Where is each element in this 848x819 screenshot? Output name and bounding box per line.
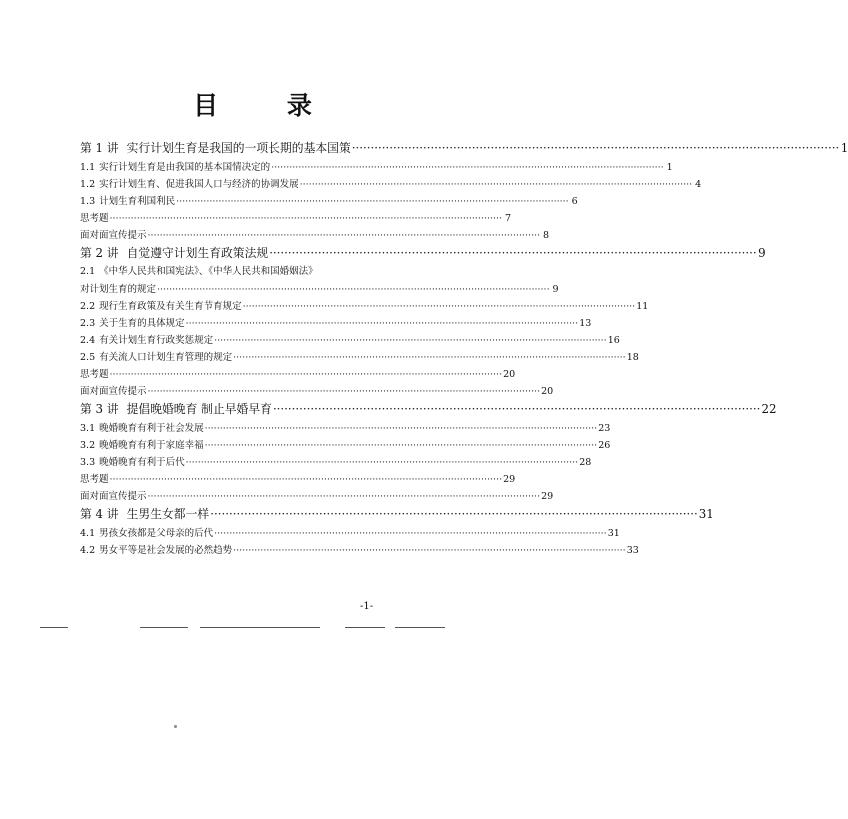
toc-title: 面对面宣传提示 bbox=[80, 229, 147, 241]
toc-entry[interactable] bbox=[80, 383, 554, 400]
toc-entry[interactable] bbox=[80, 332, 620, 349]
toc-label: 2.5 bbox=[80, 351, 96, 363]
bottom-rule bbox=[395, 627, 445, 628]
dot-leader bbox=[210, 505, 698, 524]
bottom-rule bbox=[200, 627, 320, 628]
bottom-rule bbox=[40, 627, 68, 628]
toc-entry[interactable] bbox=[80, 366, 516, 383]
dot-leader bbox=[148, 488, 541, 505]
toc-label: 2.3 bbox=[80, 317, 96, 329]
toc-title: 《中华人民共和国宪法》、《中华人民共和国婚姻法》 bbox=[99, 266, 318, 278]
bottom-rule bbox=[345, 627, 385, 628]
toc-title: 面对面宣传提示 bbox=[80, 491, 147, 503]
toc-label: 第 4 讲 bbox=[80, 507, 119, 522]
toc-entry[interactable] bbox=[80, 454, 592, 471]
dot-leader bbox=[273, 400, 761, 419]
toc-chapter[interactable] bbox=[80, 400, 777, 420]
toc-label: 4.1 bbox=[80, 527, 96, 539]
scan-speck bbox=[174, 725, 177, 728]
dot-leader bbox=[233, 542, 626, 559]
toc-entry[interactable] bbox=[80, 227, 550, 244]
toc-entry[interactable] bbox=[80, 298, 649, 315]
toc-label: 1.2 bbox=[80, 178, 96, 190]
dot-leader bbox=[271, 159, 664, 176]
toc-label: 2.2 bbox=[80, 300, 96, 312]
dot-leader bbox=[148, 383, 541, 400]
toc-title: 男孩女孩都是父母亲的后代 bbox=[99, 527, 214, 539]
toc-entry[interactable] bbox=[80, 281, 559, 298]
toc-title: 思考题 bbox=[80, 474, 109, 485]
toc-label: 3.1 bbox=[80, 422, 96, 434]
toc-page-number: 7 bbox=[505, 212, 512, 224]
dot-leader bbox=[352, 139, 840, 158]
toc-label: 1.1 bbox=[80, 161, 96, 173]
toc-page-number: 33 bbox=[626, 544, 639, 556]
toc-page-number: 20 bbox=[503, 369, 516, 381]
toc-entry[interactable] bbox=[80, 193, 578, 210]
toc-chapter[interactable] bbox=[80, 505, 714, 525]
toc-page-number: 29 bbox=[541, 491, 554, 503]
page-title: 目 录 bbox=[193, 91, 342, 120]
toc-page-number: 11 bbox=[636, 300, 649, 312]
toc-entry[interactable] bbox=[80, 349, 639, 366]
toc-label: 2.4 bbox=[80, 334, 96, 346]
dot-leader bbox=[269, 244, 757, 263]
toc-page-number: 22 bbox=[761, 402, 777, 417]
toc-page-number: 1 bbox=[666, 161, 673, 173]
dot-leader bbox=[205, 420, 598, 437]
toc-entry[interactable] bbox=[80, 542, 639, 559]
dot-leader bbox=[110, 366, 503, 383]
toc-title: 晚婚晚育有利于社会发展 bbox=[99, 422, 204, 434]
dot-leader bbox=[233, 349, 626, 366]
toc-title: 思考题 bbox=[80, 212, 109, 224]
toc-title: 生男生女都一样 bbox=[126, 507, 210, 522]
toc-label: 4.2 bbox=[80, 544, 96, 556]
dot-leader bbox=[110, 471, 503, 488]
toc-entry[interactable] bbox=[80, 315, 592, 332]
bottom-rule bbox=[140, 627, 188, 628]
dot-leader bbox=[148, 227, 541, 244]
toc-title: 面对面宣传提示 bbox=[80, 386, 147, 398]
toc-label: 第 2 讲 bbox=[80, 245, 119, 260]
toc-page-number: 8 bbox=[543, 229, 550, 241]
toc-page-number: 16 bbox=[607, 334, 620, 346]
toc-entry[interactable] bbox=[80, 210, 512, 227]
toc-label: 3.2 bbox=[80, 439, 96, 451]
toc-entry[interactable] bbox=[80, 420, 611, 437]
toc-title: 提倡晚婚晚育 制止早婚早育 bbox=[126, 402, 272, 417]
toc-chapter[interactable] bbox=[80, 244, 766, 264]
toc-title: 自觉遵守计划生育政策法规 bbox=[126, 245, 269, 260]
toc-title: 晚婚晚育有利于后代 bbox=[99, 456, 185, 468]
toc-title: 实行计划生育是由我国的基本国情决定的 bbox=[99, 161, 271, 173]
dot-leader bbox=[186, 454, 579, 471]
dot-leader bbox=[214, 525, 607, 542]
dot-leader bbox=[214, 332, 607, 349]
toc-page-number: 9 bbox=[758, 245, 766, 260]
toc-page-number: 26 bbox=[598, 439, 611, 451]
toc-title: 晚婚晚育有利于家庭幸福 bbox=[99, 439, 204, 451]
toc-chapter[interactable] bbox=[80, 139, 848, 159]
toc-title: 有关计划生育行政奖惩规定 bbox=[99, 334, 214, 346]
toc-title: 现行生育政策及有关生育节育规定 bbox=[99, 300, 242, 312]
toc-title: 思考题 bbox=[80, 369, 109, 381]
toc-label: 3.3 bbox=[80, 456, 96, 468]
dot-leader bbox=[186, 315, 579, 332]
dot-leader bbox=[157, 281, 550, 298]
dot-leader bbox=[243, 298, 636, 315]
toc-title: 关于生育的具体规定 bbox=[99, 317, 185, 329]
toc-page-number: 6 bbox=[571, 195, 578, 207]
toc-label: 第 3 讲 bbox=[80, 402, 119, 417]
toc-title: 男女平等是社会发展的必然趋势 bbox=[99, 544, 233, 556]
toc-page-number: 29 bbox=[503, 474, 516, 485]
toc-label: 第 1 讲 bbox=[80, 141, 119, 155]
toc-title: 实行计划生育是我国的一项长期的基本国策 bbox=[126, 141, 351, 155]
toc-page-number: 23 bbox=[598, 422, 611, 434]
toc-page-number: 9 bbox=[552, 283, 559, 295]
toc-page-number: 13 bbox=[579, 317, 592, 329]
toc-page-number: 20 bbox=[541, 386, 554, 398]
dot-leader bbox=[205, 437, 598, 454]
toc-entry[interactable] bbox=[80, 488, 554, 505]
dot-leader bbox=[300, 176, 693, 193]
toc-page-number: 1 bbox=[840, 141, 848, 155]
toc-page-number: 31 bbox=[698, 507, 714, 522]
toc-entry[interactable] bbox=[80, 159, 673, 176]
toc-label: 2.1 bbox=[80, 266, 96, 278]
table-of-contents bbox=[80, 139, 848, 559]
page-number: -1- bbox=[360, 601, 374, 612]
toc-entry[interactable] bbox=[80, 471, 516, 488]
toc-entry[interactable] bbox=[80, 437, 611, 454]
dot-leader bbox=[176, 193, 569, 210]
toc-page-number: 4 bbox=[695, 178, 702, 190]
toc-page-number: 31 bbox=[607, 527, 620, 539]
toc-title: 实行计划生育、促进我国人口与经济的协调发展 bbox=[99, 178, 299, 190]
toc-page-number: 28 bbox=[579, 456, 592, 468]
toc-page-number: 18 bbox=[626, 351, 639, 363]
toc-title: 对计划生育的规定 bbox=[80, 283, 157, 295]
toc-entry[interactable] bbox=[80, 176, 702, 193]
toc-entry[interactable] bbox=[80, 525, 620, 542]
toc-title: 有关流人口计划生育管理的规定 bbox=[99, 351, 233, 363]
dot-leader bbox=[110, 210, 503, 227]
toc-title: 计划生育利国利民 bbox=[99, 195, 176, 207]
toc-entry[interactable] bbox=[80, 263, 402, 280]
toc-label: 1.3 bbox=[80, 195, 96, 207]
